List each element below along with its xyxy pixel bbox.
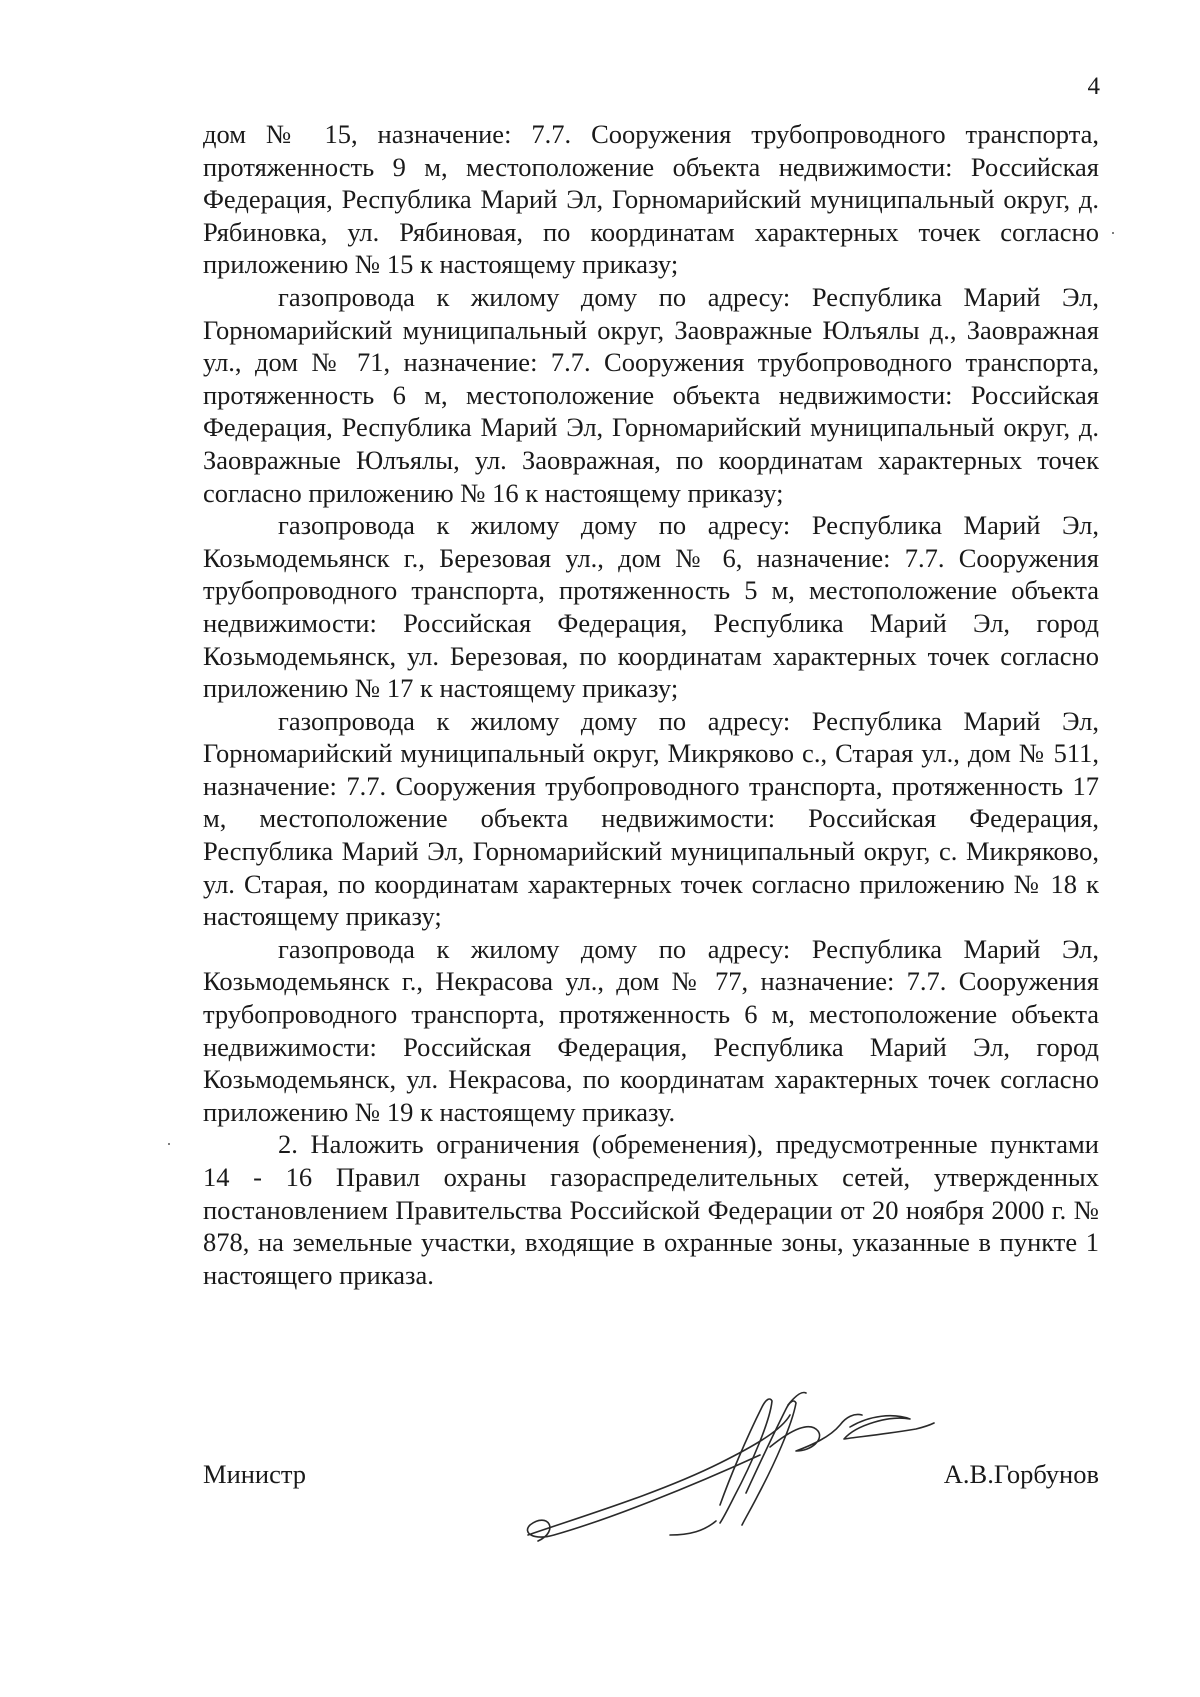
paragraph-5: газопровода к жилому дому по адресу: Республика Марий Эл, Козьмодемьянск г., Некрасова ул., дом № 77, назначение: 7.7. Сооружения трубопроводного транспорта, протяженность 6 м, местоположение объекта недвижимости: Российская Федерация, Республика Марий Эл, город Козьмодемьянск, ул. Некрасова, по координатам характерных точек согласно приложению № 19 к настоящему приказу.: [203, 933, 1099, 1127]
paragraph-4: газопровода к жилому дому по адресу: Республика Марий Эл, Горномарийский муниципальный округ, Микряково с., Старая ул., дом № 511, назначение: 7.7. Сооружения трубопроводного транспорта, протяженность 17 м, местоположение объекта недвижимости: Российская Федерация, Республика Марий Эл, Горномарийский муниципальный округ, с. Микряково, ул. Старая, по координатам характерных точек согласно приложению № 18 к настоящему приказу;: [203, 705, 1099, 932]
paragraph-3: газопровода к жилому дому по адресу: Республика Марий Эл, Козьмодемьянск г., Березовая ул., дом № 6, назначение: 7.7. Сооружения трубопроводного транспорта, протяженность 5 м, местоположение объекта недвижимости: Российская Федерация, Республика Марий Эл, город Козьмодемьянск, ул. Березовая, по координатам характерных точек согласно приложению № 17 к настоящему приказу;: [203, 510, 1099, 704]
document-body: [203, 118, 1099, 1291]
scan-speck: [1112, 232, 1114, 234]
page-number: 4: [1087, 73, 1100, 100]
scan-speck: [168, 1143, 170, 1145]
paragraph-1: дом № 15, назначение: 7.7. Сооружения трубопроводного транспорта, протяженность 9 м, местоположение объекта недвижимости: Российская Федерация, Республика Марий Эл, Горномарийский муниципальный округ, д. Рябиновка, ул. Рябиновая, по координатам характерных точек согласно приложению № 15 к настоящему приказу;: [203, 119, 1099, 280]
paragraph-2: газопровода к жилому дому по адресу: Республика Марий Эл, Горномарийский муниципальный округ, Заовражные Юлъялы д., Заовражная ул., дом № 71, назначение: 7.7. Сооружения трубопроводного транспорта, протяженность 6 м, местоположение объекта недвижимости: Российская Федерация, Республика Марий Эл, Горномарийский муниципальный округ, д. Заовражные Юлъялы, ул. Заовражная, по координатам характерных точек согласно приложению № 16 к настоящему приказу;: [203, 281, 1099, 508]
signatory-title: Министр: [203, 1459, 307, 1489]
signatory-name: А.В.Горбунов: [943, 1459, 1099, 1489]
handwritten-signature: [520, 1385, 940, 1545]
paragraph-6: 2. Наложить ограничения (обременения), предусмотренные пунктами 14 - 16 Правил охраны газораспределительных сетей, утвержденных постановлением Правительства Российской Федерации от 20 ноября 2000 г. № 878, на земельные участки, входящие в охранные зоны, указанные в пункте 1 настоящего приказа.: [203, 1129, 1099, 1290]
